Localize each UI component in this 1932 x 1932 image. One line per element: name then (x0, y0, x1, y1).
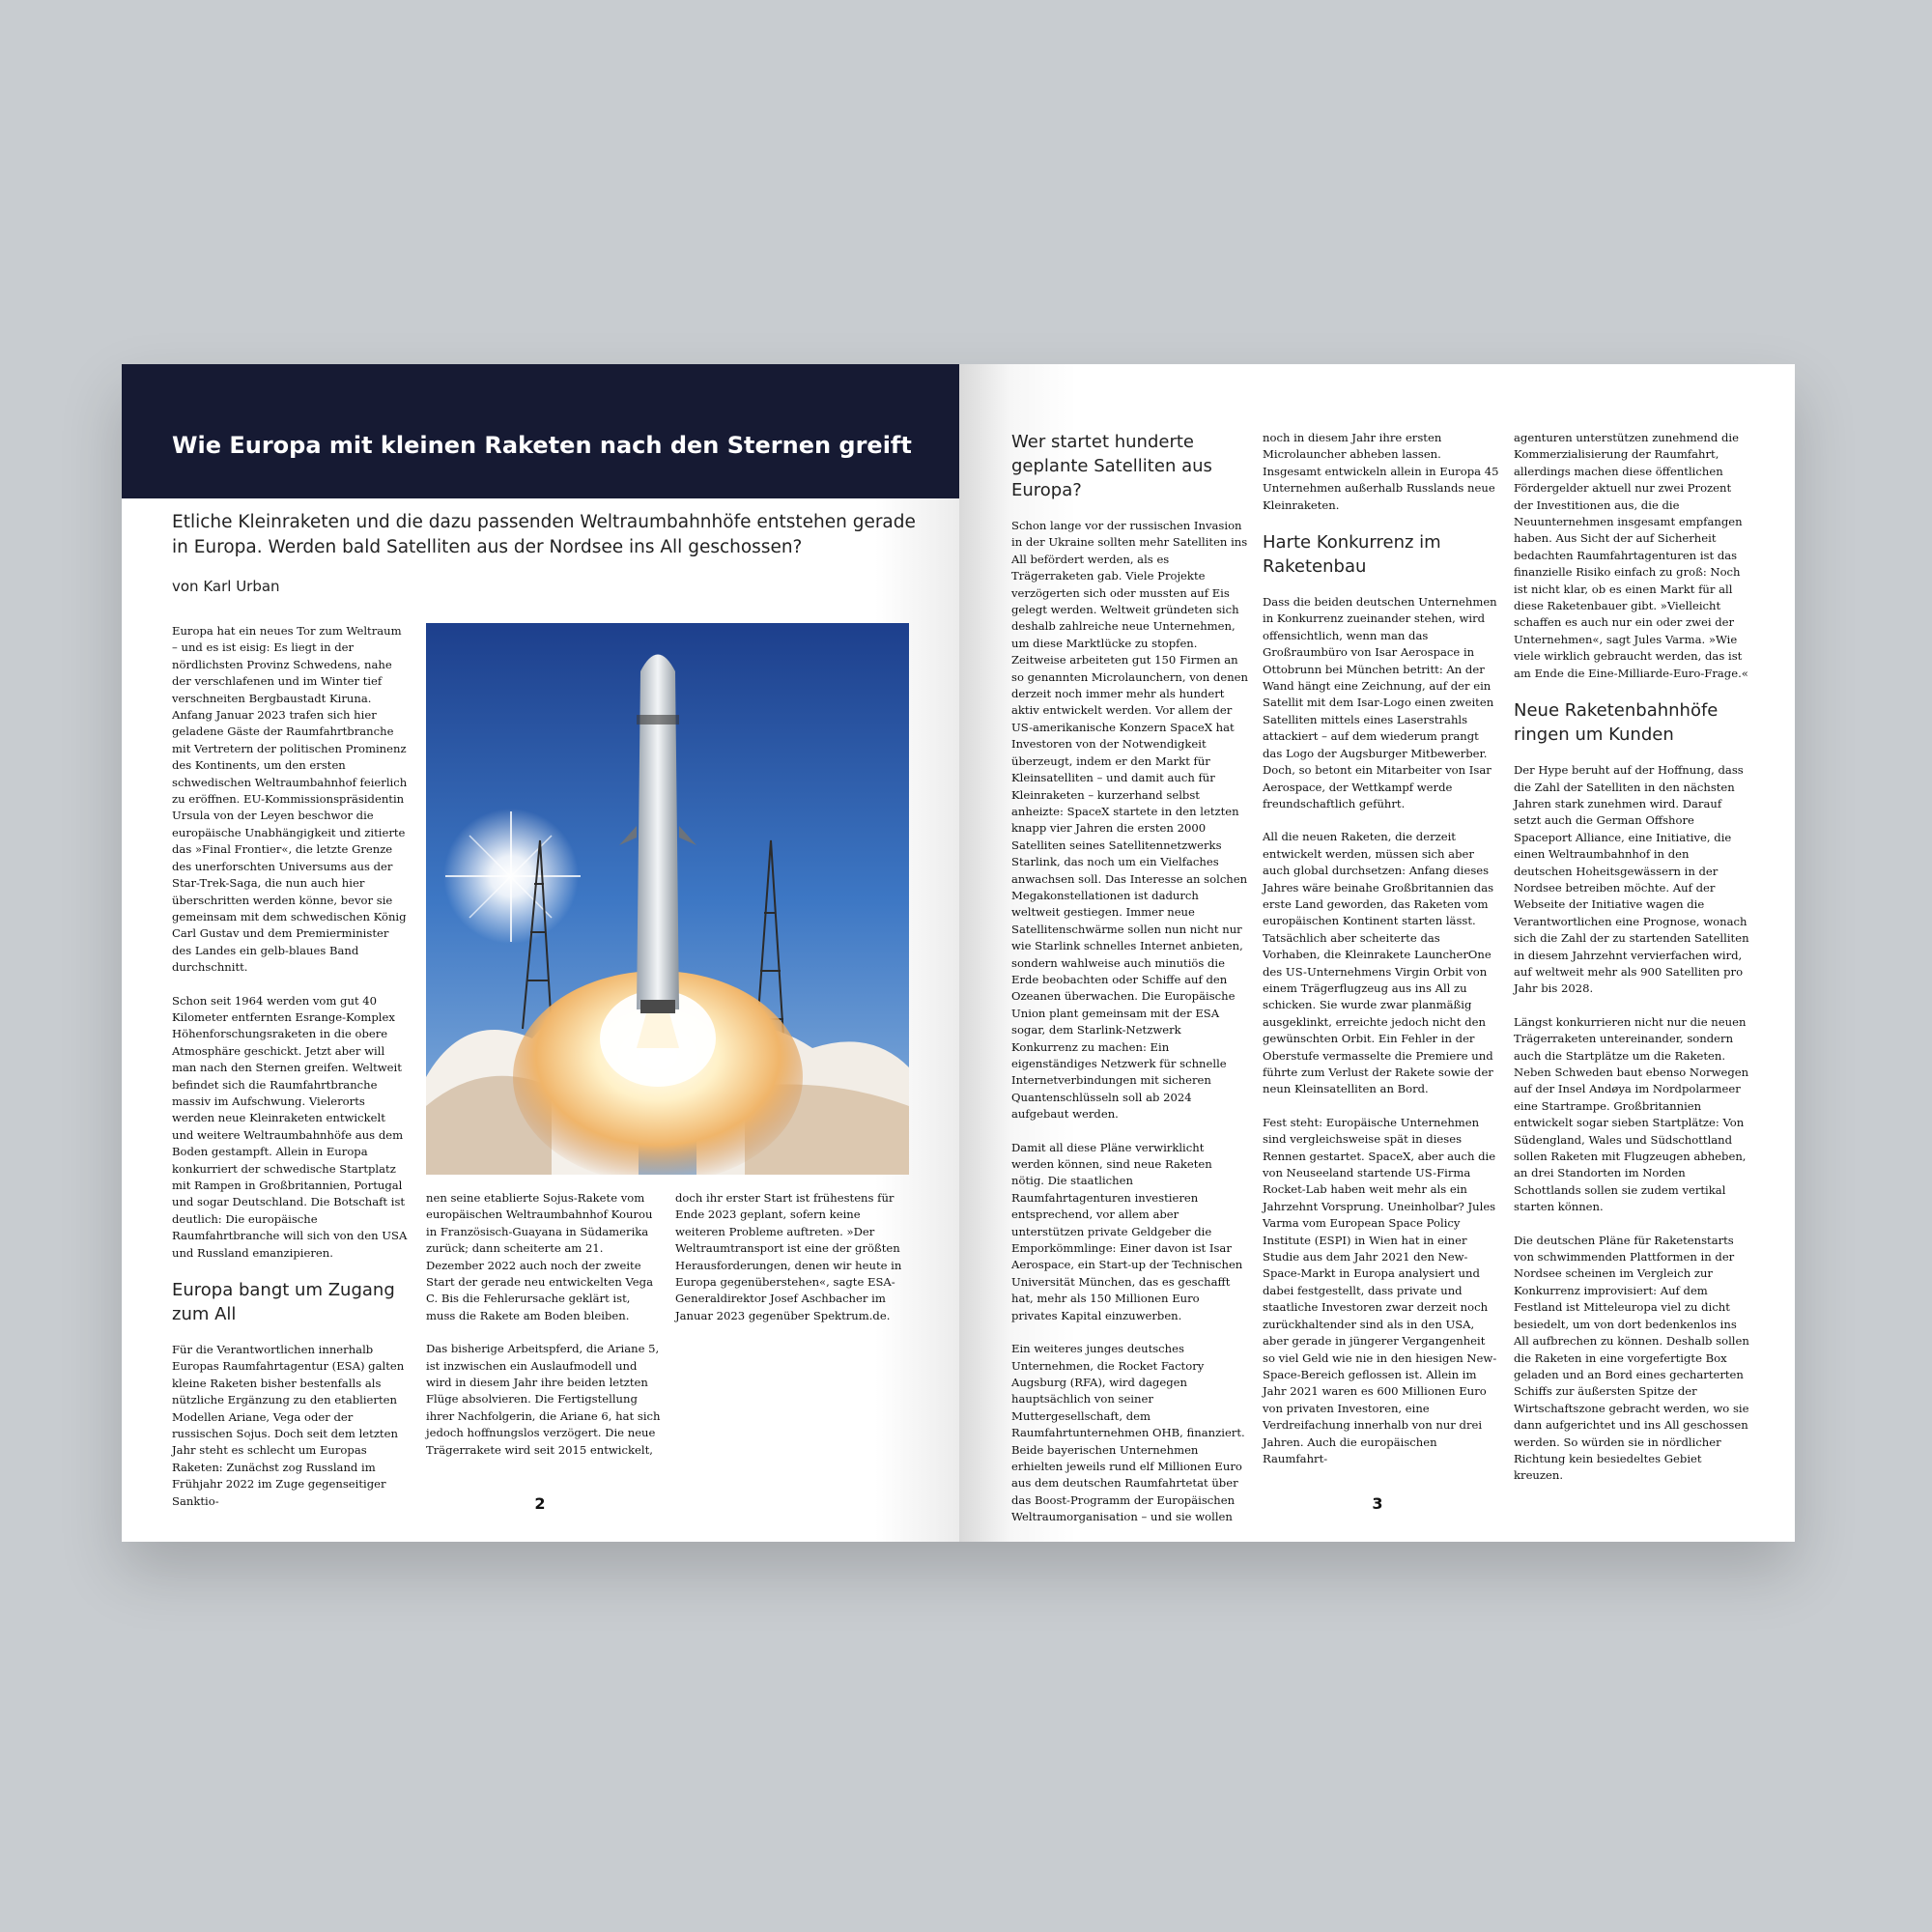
right-column-1 (1011, 430, 1248, 1526)
paragraph: nen seine etablierte Sojus-Rakete vom europäischen Weltraumbahnhof Kourou in Französisch-Guayana in Südamerika zurück; dann scheiterte am 21. Dezember 2022 auch noch der zweite Start der gerade neu entwickelten Vega C. Bis die Fehlerursache geklärt ist, muss die Rakete am Boden bleiben. (426, 1191, 653, 1322)
left-column-3 (675, 1190, 912, 1324)
paragraph: noch in diesem Jahr ihre ersten Microlauncher abheben lassen. Insgesamt entwickeln allein in Europa 45 Unternehmen außerhalb Russlands neue Kleinraketen. (1263, 431, 1499, 512)
section-heading: Harte Konkurrenz im Raketenbau (1263, 532, 1441, 578)
paragraph: Schon lange vor der russischen Invasion in der Ukraine sollten mehr Satelliten ins All befördert werden, als es Trägerraketen gab. Viele Projekte verzögerten sich oder mussten auf Eis gelegt werden. Weltweit gründeten sich deshalb zahlreiche neue Unternehmen, um diese Marktlücke zu stopfen. Zeitweise arbeiteten gut 150 Firmen an so genannten Microlaunchern, von denen derzeit noch immer mehr als hundert aktiv entwickelt werden. Vor allem der US-amerikanische Konzern SpaceX hat Investoren von der Notwendigkeit überzeugt, indem er den Markt für Kleinsatelliten – und damit auch für Kleinraketen – kurzerhand selbst anheizte: SpaceX startete in den letzten knapp vier Jahren die ersten 2000 Satelliten seines Satellitennetzwerks Starlink, das noch um ein Vielfaches anwachsen soll. Das Interesse an solchen Megakonstellationen ist dadurch weltweit gestiegen. Immer neue Satellitenschwärme sollen nun nicht nur wie Starlink schnelles Internet anbieten, sondern wahlweise auch minutiös die Erde beobachten oder Schiffe auf den Ozeanen überwachen. Die Europäische Union plant gemeinsam mit der ESA sogar, dem Starlink-Netzwerk Konkurrenz zu machen: Ein eigenständiges Netzwerk für schnelle Internetverbindungen mit sicheren Quantenschlüsseln soll ab 2024 aufgebaut werden. (1011, 519, 1248, 1122)
paragraph: Fest steht: Europäische Unternehmen sind vergleichsweise spät in dieses Rennen gestartet. SpaceX, aber auch die von Neuseeland startende US-Firma Rocket-Lab haben weit mehr als ein Jahrzehnt Vorsprung. Uneinholbar? Jules Varma vom European Space Policy Institute (ESPI) in Wien hat in einer Studie aus dem Jahr 2021 den New-Space-Markt in Europa analysiert und dabei festgestellt, dass private und staatliche Investoren zwar derzeit noch zurückhaltender sind als in den USA, aber gerade in jüngerer Vergangenheit so viel Geld wie nie in den hiesigen New-Space-Bereich geflossen ist. Allein im Jahr 2021 waren es 600 Millionen Euro von privaten Investoren, eine Verdreifachung innerhalb von nur drei Jahren. Auch die europäischen Raumfahrt- (1263, 1115, 1497, 1465)
rocket-launch-photo (426, 623, 909, 1175)
magazine-spread (122, 364, 1795, 1542)
paragraph: Damit all diese Pläne verwirklicht werden können, sind neue Raketen nötig. Die staatlichen Raumfahrtagenturen investieren entsprechend, vor allem aber unterstützen private Geldgeber die Emporkömmlinge: Einer davon ist Isar Aerospace, ein Start-up der Technischen Universität München, das es geschafft hat, mehr als 150 Millionen Euro privates Kapital einzuwerben. (1011, 1140, 1243, 1322)
left-column-1 (172, 623, 409, 1510)
article-headline: Wie Europa mit kleinen Raketen nach den Sternen greift (172, 432, 912, 459)
left-column-2 (426, 1190, 663, 1459)
section-heading: Neue Raketenbahnhöfe ringen um Kunden (1514, 700, 1719, 746)
article-lead: Etliche Kleinraketen und die dazu passenden Weltraumbahnhöfe entstehen gerade in Europa. Werden bald Satelliten aus der Nordsee ins All geschossen? (172, 512, 916, 557)
right-column-3 (1514, 430, 1750, 1485)
page-right (959, 364, 1795, 1542)
header-band (122, 364, 959, 498)
paragraph: Das bisherige Arbeitspferd, die Ariane 5, ist inzwischen ein Auslaufmodell und wird in diesem Jahr ihre beiden letzten Flüge absolvieren. Die Fertigstellung ihrer Nachfolgerin, die Ariane 6, hat sich jedoch hoffnungslos verzögert. Die neue Trägerrakete wird seit 2015 entwickelt, (426, 1342, 661, 1457)
paragraph: Ein weiteres junges deutsches Unternehmen, die Rocket Factory Augsburg (RFA), wird dagegen hauptsächlich von seiner Muttergesellschaft, dem Raumfahrtunternehmen OHB, finanziert. Beide bayerischen Unternehmen erhielten jeweils rund elf Millionen Euro aus dem deutschen Raumfahrtetat über das Boost-Programm der Europäischen Weltraumorganisation – und sie wollen (1011, 1342, 1245, 1524)
paragraph: Längst konkurrieren nicht nur die neuen Trägerraketen untereinander, sondern auch die Startplätze um die Raketen. Neben Schweden baut ebenso Norwegen auf der Insel Andøya im Nordpolarmeer eine Startrampe. Großbritannien entwickelt sogar sieben Startplätze: Von Südengland, Wales und Südschottland sollen Raketen mit Flugzeugen abheben, an drei Standorten im Norden Schottlands sollen sie zudem vertikal starten können. (1514, 1014, 1749, 1214)
paragraph: doch ihr erster Start ist frühestens für Ende 2023 geplant, sofern keine weiteren Probleme auftreten. »Der Weltraumtransport ist eine der größten Herausforderungen, denen wir heute in Europa gegenüberstehen«, sagte ESA-Generaldirektor Josef Aschbacher im Januar 2023 gegenüber Spektrum.de. (675, 1191, 902, 1322)
section-heading: Europa bangt um Zugang zum All (172, 1280, 395, 1325)
paragraph: Dass die beiden deutschen Unternehmen in Konkurrenz zueinander stehen, wird offensichtlich, wenn man das Großraumbüro von Isar Aerospace in Ottobrunn bei München betritt: An der Wand hängt eine Zeichnung, auf der ein Satellit mit dem Isar-Logo einen zweiten Satelliten mittels eines Laserstrahls attackiert – auf dem wiederum prangt das Logo der Augsburger Mitbewerber. Doch, so betont ein Mitarbeiter von Isar Aerospace, der Wettkampf werde freundschaftlich geführt. (1263, 595, 1497, 810)
paragraph: Der Hype beruht auf der Hoffnung, dass die Zahl der Satelliten in den nächsten Jahren stark zunehmen wird. Darauf setzt auch die German Offshore Spaceport Alliance, eine Initiative, die einen Weltraumbahnhof in den deutschen Hoheitsgewässern in der Nordsee betreiben möchte. Auf der Webseite der Initiative wagen die Verantwortlichen eine Prognose, wonach sich die Zahl der zu startenden Satelliten in diesem Jahrzehnt vervierfachen wird, auf weltweit mehr als 900 Satelliten pro Jahr bis 2028. (1514, 763, 1749, 996)
paragraph: Europa hat ein neues Tor zum Weltraum – und es ist eisig: Es liegt in der nördlichsten Provinz Schwedens, nahe der verschlafenen und im Winter tief verschneiten Bergbaustadt Kiruna. Anfang Januar 2023 trafen sich hier geladene Gäste der Raumfahrtbranche mit Vertretern der politischen Prominenz des Kontinents, um den ersten schwedischen Weltraumbahnhof feierlich zu eröffnen. EU-Kommissionspräsidentin Ursula von der Leyen beschwor die europäische Unabhängigkeit und zitierte das »Final Frontier«, die letzte Grenze des unerforschten Universums aus der Star-Trek-Saga, die nun auch hier überschritten werden könne, bevor sie gemeinsam mit dem schwedischen König Carl Gustav und dem Premierminister des Landes ein gelb-blaues Band durchschnitt. (172, 624, 408, 975)
paragraph: Schon seit 1964 werden vom gut 40 Kilometer entfernten Esrange-Komplex Höhenforschungsraketen in die obere Atmosphäre geschickt. Jetzt aber will man nach den Sternen greifen. Weltweit befindet sich die Raumfahrtbranche massiv im Aufschwung. Vielerorts werden neue Kleinraketen entwickelt und weitere Weltraumbahnhöfe aus dem Boden gestampft. Allein in Europa konkurriert der schwedische Startplatz mit Rampen in Großbritannien, Portugal und sogar Deutschland. Die Botschaft ist deutlich: Die europäische Raumfahrtbranche will sich von den USA und Russland emanzipieren. (172, 993, 408, 1260)
article-author: von Karl Urban (172, 578, 280, 595)
paragraph: All die neuen Raketen, die derzeit entwickelt werden, müssen sich aber auch global durchsetzen: Anfang dieses Jahres wäre beinahe Großbritannien das erste Land geworden, das Raketen vom europäischen Kontinent starten lässt. Tatsächlich aber scheiterte das Vorhaben, die Kleinrakete LauncherOne des US-Unternehmens Virgin Orbit von einem Trägerflugzeug aus ins All zu schicken. Sie wurde zwar planmäßig ausgeklinkt, erreichte jedoch nicht den gewünschten Orbit. Ein Fehler in der Oberstufe vermasselte die Premiere und führte zum Verlust der Rakete sowie der neun Kleinsatelliten an Bord. (1263, 830, 1494, 1096)
right-column-2 (1263, 430, 1499, 1467)
page-number-right: 3 (1372, 1494, 1383, 1513)
page-number-left: 2 (534, 1494, 546, 1513)
paragraph: Für die Verantwortlichen innerhalb Europas Raumfahrtagentur (ESA) galten kleine Raketen bisher bestenfalls als nützliche Ergänzung zu den etablierten Modellen Ariane, Vega oder der russischen Sojus. Doch seit dem letzten Jahr steht es schlecht um Europas Raketen: Zunächst zog Russland im Frühjahr 2022 im Zuge gegenseitiger Sanktio- (172, 1343, 405, 1508)
paragraph: agenturen unterstützen zunehmend die Kommerzialisierung der Raumfahrt, allerdings machen diese öffentlichen Fördergelder aktuell nur zwei Prozent der Investitionen aus, die die Neuunternehmen insgesamt empfangen haben. Aus Sicht der auf Sicherheit bedachten Raumfahrtagenturen ist das finanzielle Risiko einfach zu groß: Noch ist nicht klar, ob es einen Markt für all diese Raketenbauer gibt. »Vielleicht schaffen es auch nur ein oder zwei der Unternehmen«, sagt Jules Varma. »Wie viele wirklich gebraucht werden, das ist am Ende die Eine-Milliarde-Euro-Frage.« (1514, 431, 1748, 680)
section-heading: Wer startet hunderte geplante Satelliten aus Europa? (1011, 432, 1212, 500)
page-left (122, 364, 959, 1542)
paragraph: Die deutschen Pläne für Raketenstarts von schwimmenden Plattformen in der Nordsee scheinen im Vergleich zur Konkurrenz improvisiert: Auf dem Festland ist Mitteleuropa viel zu dicht besiedelt, um von dort bedenkenlos ins All aufbrechen zu können. Deshalb sollen die Raketen in eine vorgefertigte Box geladen und an Bord eines gecharterten Schiffs zur äußersten Spitze der Wirtschaftszone gebracht werden, wo sie dann aufgerichtet und ins All geschossen werden. So würden sie in nördlicher Richtung kein besiedeltes Gebiet kreuzen. (1514, 1233, 1749, 1483)
